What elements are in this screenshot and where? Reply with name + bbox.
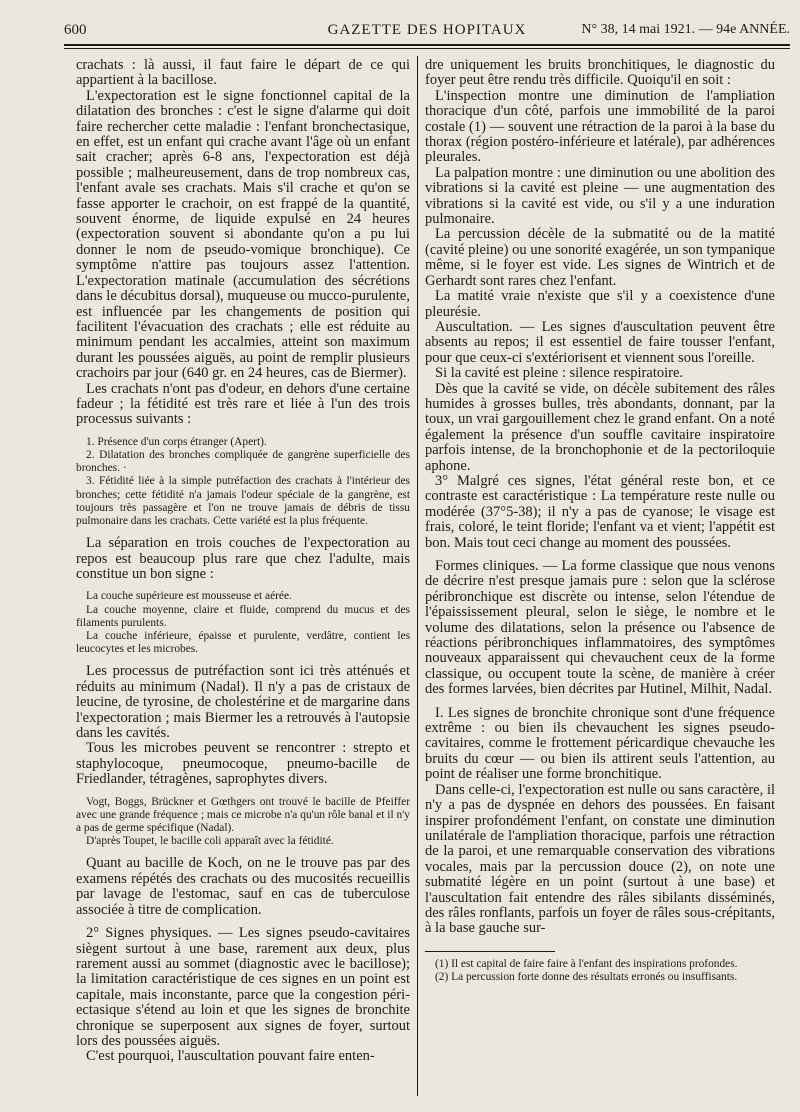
paragraph: La matité vraie n'existe que s'il y a coexistence d'une pleurésie. (425, 288, 775, 320)
footnotes (425, 958, 775, 984)
right-column (425, 58, 775, 984)
paragraph: La couche supérieure est mousseuse et aérée. (86, 590, 292, 603)
paragraph: Dans celle-ci, l'expectoration est nulle ou sans caractère, il n'y a pas de dyspnée en dehors des poussées. En faisant inspirer profondément l'enfant, on constate une diminution unilatérale de l'ampliation thoracique, parfois une rétraction de la paroi, et une remarquable conservation des vibrations vocales, mais par la percussion douce (2), on note une submatité légère en un point (surtout à une base) et l'auscultation fait entendre des râles sibilants disséminés, des râles ronflants, parfois un foyer de râles sous-crépitants, à la base gauche sur- (425, 781, 775, 937)
footnote-rule (425, 951, 555, 952)
paragraph: Si la cavité est pleine : silence respiratoire. (435, 365, 684, 382)
paragraph: 2° Signes physiques. — Les signes pseudo-cavitaires siègent surtout à une base, rarement aux deux, plus rarement aussi au sommet (diagnostic avec le bacillose); la limitation caractéristique de ces signes en un point est capitale, mais inconstante, parce que la congestion péri-ectasique s'étend au loin et que les signes de bronchite chronique se superposent aux signes de foyer, surtout lors des poussées aiguës. (76, 925, 410, 1049)
paragraph: Formes cliniques. — La forme classique que nous venons de décrire n'est presque jamais pure : selon que la sclérose péribronchique est discrète ou intense, selon l'étendue de l'épaississement pleural, selon le siège, le nombre et le volume des dilatations, selon la présence ou l'absence de réactions péribronchiques inflammatoires, des symptômes nouveaux apparaissent qui chevauchent ceux de la forme classique, ou occupent toute la scène, de manière à créer des formes larvées, bien décrites par Hutinel, Milhit, Nadal. (425, 558, 775, 698)
paragraph: La couche inférieure, épaisse et purulente, verdâtre, contient les leucocytes et les microbes. (76, 630, 410, 656)
paragraph: La palpation montre : une diminution ou une abolition des vibrations si la cavité est pleine — une augmentation des vibrations si la cavité est vide, ou s'il y a une induration pulmonaire. (425, 164, 775, 228)
paragraph: La percussion décèle de la submatité ou de la matité (cavité pleine) ou une sonorité exagérée, un son tympanique même, si le foyer est vide. Les signes de Wintrich et de Gerhardt sont rares chez l'enfant. (425, 226, 775, 289)
paragraph: crachats : là aussi, il faut faire le départ de ce qui appartient à la bacillose. (76, 57, 410, 89)
paragraph: I. Les signes de bronchite chronique sont d'une fréquence extrême : ou bien ils chevauchent les signes pseudo-cavitaires, comme le frottement péricardique chevauche les bruits du cœur — ou bien ils attirent seuls l'attention, au point de réaliser une forme bronchitique. (425, 704, 775, 783)
paragraph: D'après Toupet, le bacille coli apparaît avec la fétidité. (86, 835, 334, 848)
paragraph: Auscultation. — Les signes d'auscultation peuvent être absents au repos; il est essentiel de faire tousser l'enfant, pour que ceux-ci s'extériorisent et viennent sous l'oreille. (425, 318, 775, 366)
page-number: 600 (64, 22, 87, 38)
footnote: (2) La percussion forte donne des résultats erronés ou insuffisants. (435, 970, 738, 983)
paragraph: dre uniquement les bruits bronchitiques, le diagnostic du foyer peut être rendu très difficile. Quoiqu'il en soit : (425, 57, 775, 89)
paragraph: 1. Présence d'un corps étranger (Apert). (86, 435, 267, 448)
header-rule-thick (64, 44, 790, 46)
left-column (76, 58, 410, 1065)
paragraph: L'expectoration est le signe fonctionnel capital de la dilatation des bronches : c'est le signe d'alarme qui doit faire rechercher cette maladie : l'enfant bronchectasique, en effet, est un enfant qui crache avant l'âge où un enfant sait cracher; après 6-8 ans, l'expectoration est déjà possible ; malheureusement, dans de trop nombreux cas, l'enfant avale ses crachats. Mais s'il crache et qu'on se fasse apporter le crachoir, on est frappé de la quantité, souvent énorme, de liquide expulsé en 24 heures (expectoration souvent si abondante qu'on a pu lui donner le nom de pseudo-vomique bronchique). Ce symptôme n'attire pas toujours assez l'attention. L'expectoration matinale (accumulation des sécrétions dans le décubitus dorsal), muqueuse ou mucco-purulente, est influencée par les changements de position qui facilitent l'évacuation des crachats ; elle est réduite au minimum pendant les accalmies, atteint son maximum durant les poussées aiguës, au point de remplir plusieurs crachoirs par jour (640 gr. en 24 heures, cas de Biermer). (76, 87, 410, 382)
right-column-body (425, 58, 775, 937)
paragraph: C'est pourquoi, l'auscultation pouvant faire enten- (86, 1048, 375, 1065)
paragraph: 3. Fétidité liée à la simple putréfaction des crachats à l'intérieur des bronches; cette fétidité n'a jamais l'odeur spéciale de la gangrène, est toujours très passagère et l'on ne trouve jamais de débris de tissu pulmonaire dans les crachats. Cette variété est la plus fréquente. (76, 475, 410, 527)
paragraph: La séparation en trois couches de l'expectoration au repos est beaucoup plus rare que chez l'adulte, mais constitue un bon signe : (76, 535, 410, 582)
paragraph: Tous les microbes peuvent se rencontrer : strepto et staphylocoque, pneumocoque, pneumo-bacille de Friedlander, tétragènes, saprophytes divers. (76, 740, 410, 788)
paragraph: La couche moyenne, claire et fluide, comprend du mucus et des filaments purulents. (76, 603, 410, 629)
paragraph: 3° Malgré ces signes, l'état général reste bon, et ce contraste est caractéristique : La température reste nulle ou modérée (37°5-38); il n'y a pas de cyanose; le visage est frais, coloré, le teint floride; l'enfant va et vient; l'appétit est bon. Mais tout ceci change au moment des poussées. (425, 472, 775, 551)
footnote: (1) Il est capital de faire faire à l'enfant des inspirations profondes. (435, 957, 738, 970)
paragraph: Les processus de putréfaction sont ici très atténués et réduits au minimum (Nadal). Il n'y a pas de cristaux de leucine, de tyrosine, de cholestérine et de margarine dans l'expectoration ; mais Biermer les a retrouvés à l'autopsie dans les cavités. (76, 663, 410, 742)
running-header (64, 18, 790, 42)
header-rule-thin (64, 48, 790, 49)
paragraph: Les crachats n'ont pas d'odeur, en dehors d'une certaine fadeur ; la fétidité est très rare et liée à l'un des trois processus suivants : (76, 380, 410, 428)
issue-info: N° 38, 14 mai 1921. — 94e ANNÉE. (581, 22, 790, 37)
paragraph: 2. Dilatation des bronches compliquée de gangrène superficielle des bronches. · (76, 448, 410, 475)
paragraph: Dès que la cavité se vide, on décèle subitement des râles humides à grosses bulles, très abondants, donnant, par la toux, un vrai gargouillement chez le grand enfant. On a noté également la présence d'un souffle cavitaire inspiratoire parfois intense, de la bronchophonie et de la pectoriloquie aphone. (425, 380, 775, 474)
paragraph: Quant au bacille de Koch, on ne le trouve pas par des examens répétés des crachats ou des mucosités recueillis par lavage de l'estomac, sauf en cas de tuberculose associée à titre de complication. (76, 855, 410, 918)
paragraph: Vogt, Boggs, Brückner et Gœthgers ont trouvé le bacille de Pfeiffer avec une grande fréquence ; mais ce microbe n'a qu'un rôle banal et il n'y a pas de germe spécifique (Nadal). (76, 795, 410, 835)
column-divider (417, 56, 418, 1096)
paragraph: L'inspection montre une diminution de l'ampliation thoracique d'un côté, parfois une immobilité de la paroi costale (1) — souvent une rétraction de la paroi à la base du thorax (région postéro-inférieure et latérale), par adhérences pleurales. (425, 87, 775, 166)
journal-title: GAZETTE DES HOPITAUX (327, 22, 527, 38)
